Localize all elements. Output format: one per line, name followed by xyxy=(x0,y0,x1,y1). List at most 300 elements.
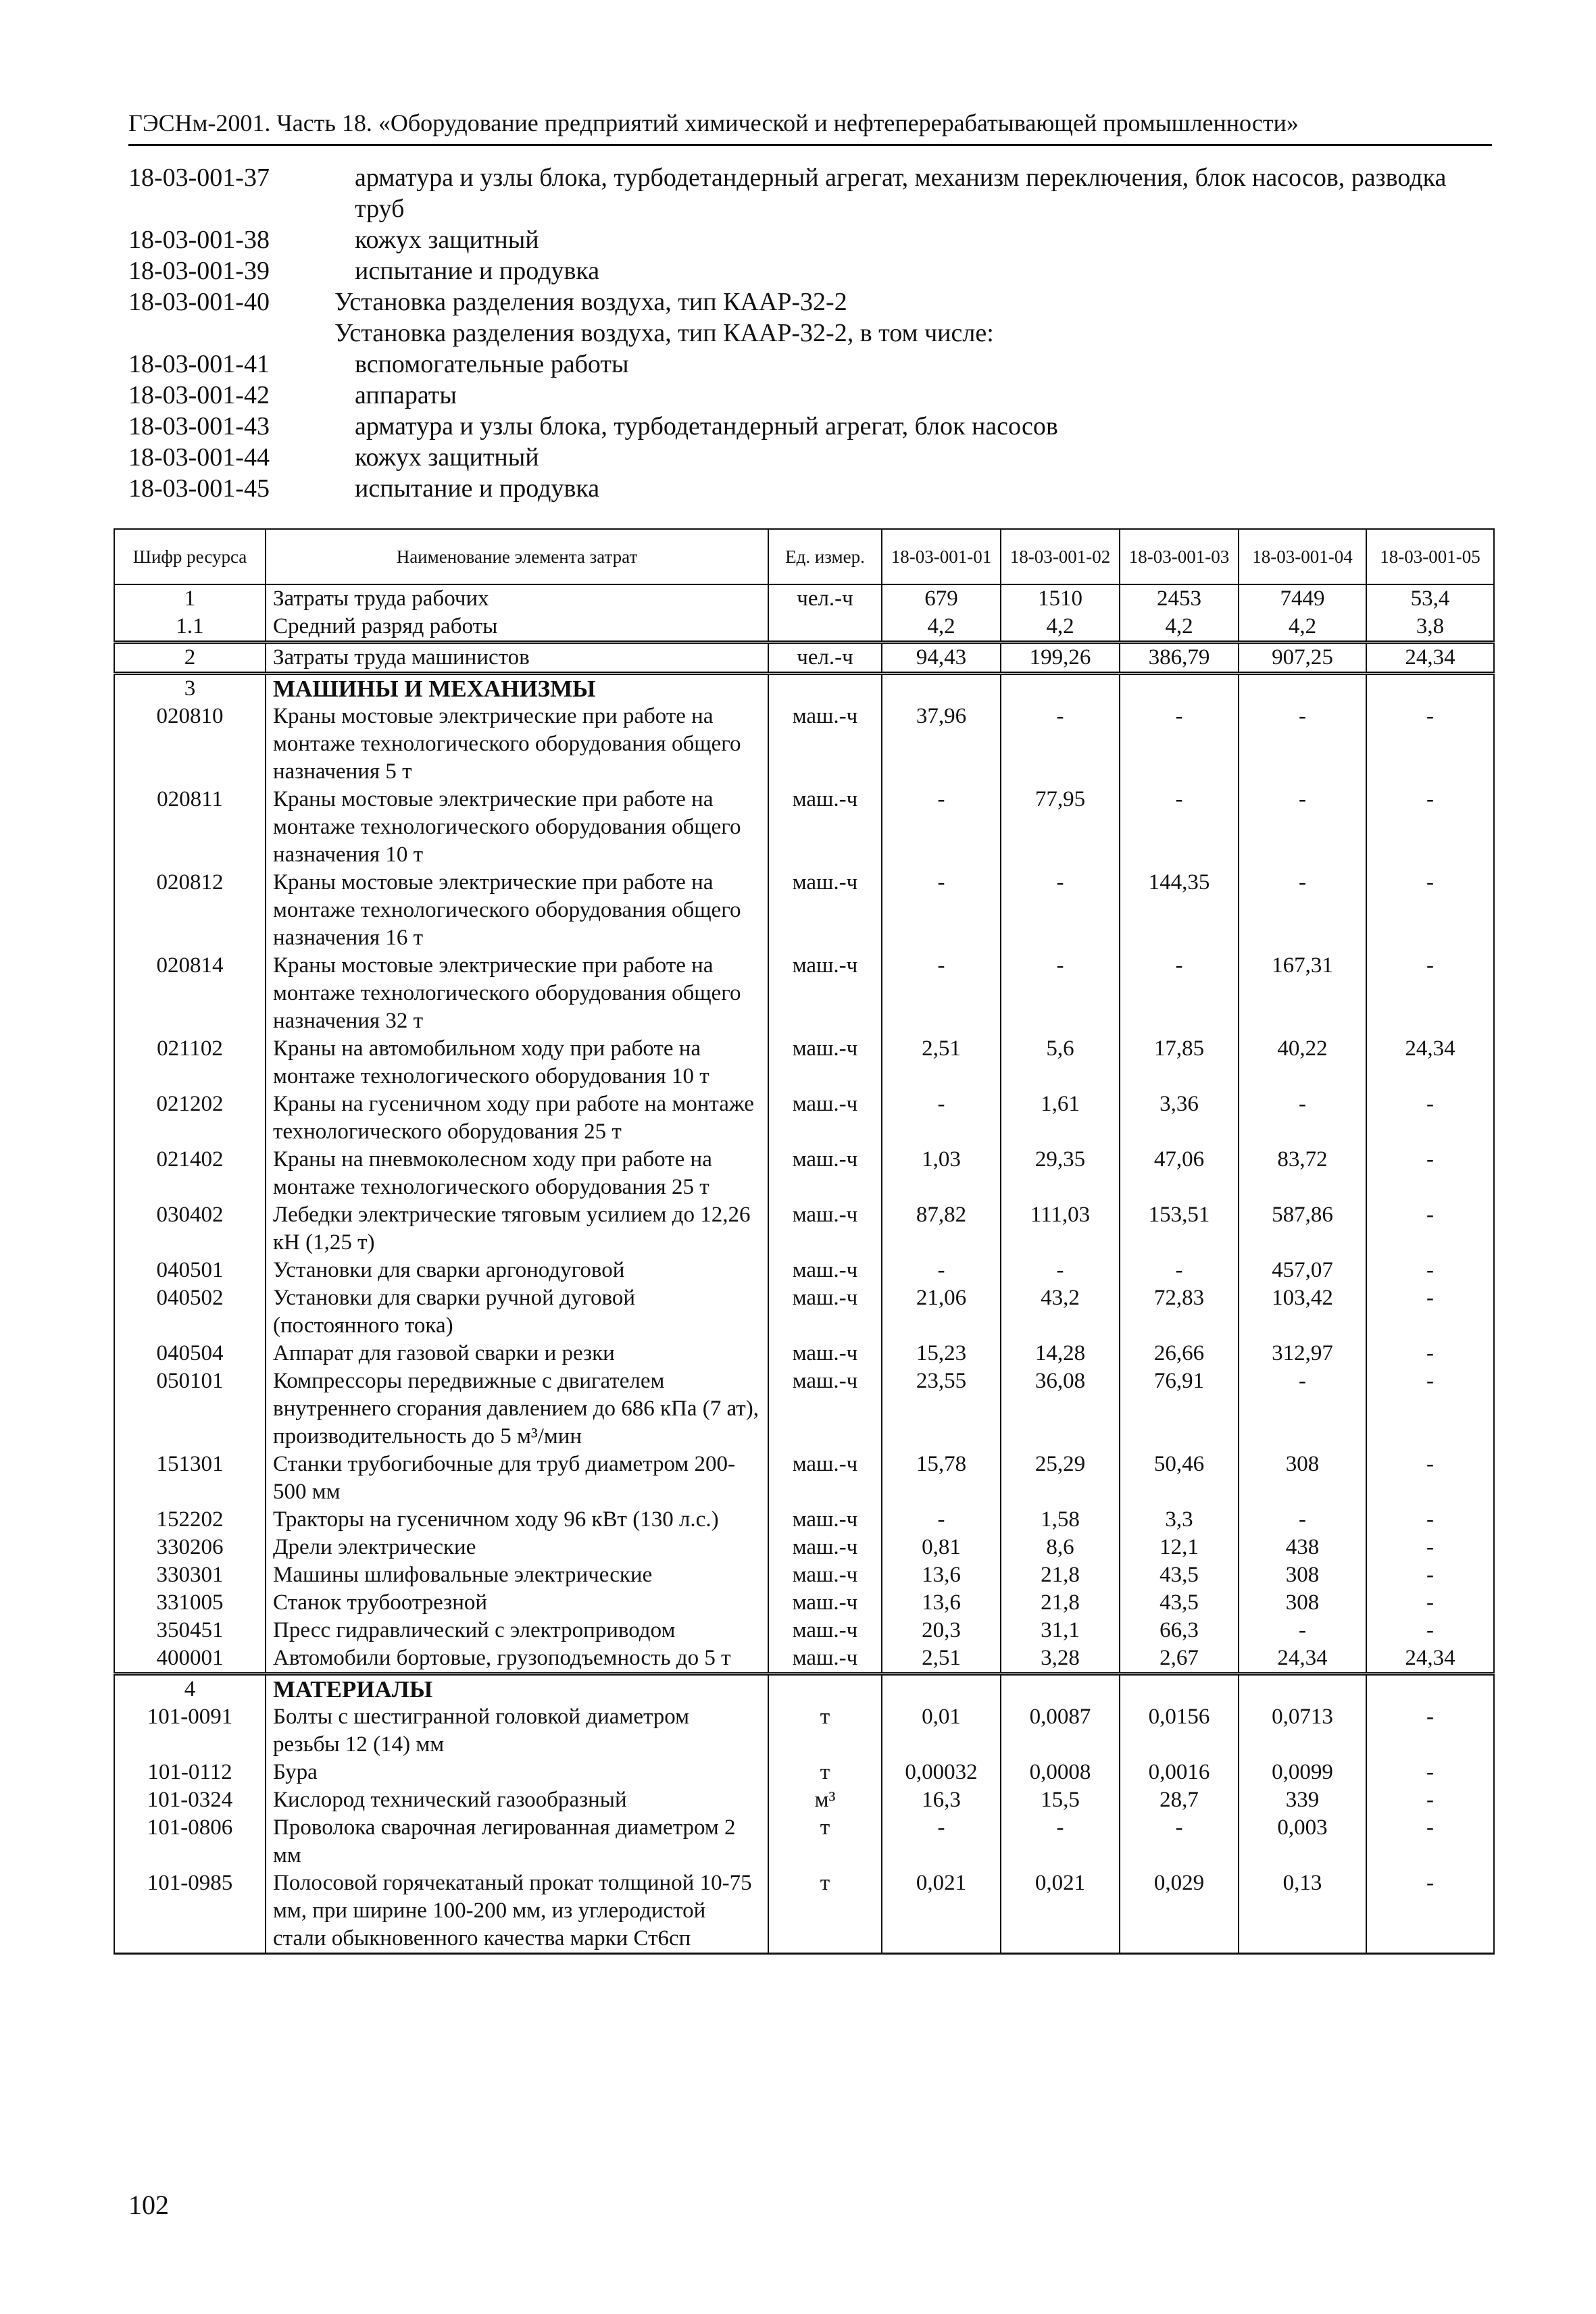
cell-value: - xyxy=(1120,1814,1239,1869)
cell-name: Средний разряд работы xyxy=(266,613,768,643)
col-header-v1: 18-03-001-01 xyxy=(882,529,1001,584)
cell-value: 0,0008 xyxy=(1001,1759,1120,1786)
cell-code: 020814 xyxy=(114,952,266,1035)
cell-value: 8,6 xyxy=(1001,1534,1120,1561)
cell-value: 111,03 xyxy=(1001,1201,1120,1257)
cell-value: - xyxy=(1239,1617,1366,1644)
code-list-text: арматура и узлы блока, турбодетандерный агрегат, блок насосов xyxy=(355,412,1058,441)
table-row xyxy=(114,613,1494,643)
cell-value: - xyxy=(1120,703,1239,786)
cell-value: 679 xyxy=(882,584,1001,613)
table-body xyxy=(114,584,1494,1954)
code-list-item xyxy=(128,380,1493,411)
table-row xyxy=(114,1451,1494,1506)
cell-unit xyxy=(768,1674,882,1704)
cell-name: Компрессоры передвижные с двигателем внутреннего сгорания давлением до 686 кПа (7 ат), производительность до 5 м³/мин xyxy=(266,1367,768,1451)
cell-value xyxy=(1120,1674,1239,1704)
cell-value: 23,55 xyxy=(882,1367,1001,1451)
cell-code: 1.1 xyxy=(114,613,266,643)
cell-value: 0,021 xyxy=(882,1869,1001,1954)
cell-code: 020811 xyxy=(114,786,266,869)
cell-value: 77,95 xyxy=(1001,786,1120,869)
cell-code: 101-0806 xyxy=(114,1814,266,1869)
cell-value xyxy=(882,674,1001,703)
table-row xyxy=(114,674,1494,703)
cell-value: - xyxy=(882,952,1001,1035)
code-list-code: 18-03-001-39 xyxy=(128,257,270,285)
cell-code: 021202 xyxy=(114,1090,266,1146)
cell-value: 144,35 xyxy=(1120,869,1239,952)
cell-value: - xyxy=(1366,1786,1494,1814)
cell-value: 21,8 xyxy=(1001,1589,1120,1617)
cell-value: - xyxy=(1120,1257,1239,1284)
cell-unit: маш.-ч xyxy=(768,869,882,952)
code-list-item xyxy=(128,318,1493,349)
cell-value: - xyxy=(1366,1534,1494,1561)
cell-unit: маш.-ч xyxy=(768,1451,882,1506)
cell-value: 1,03 xyxy=(882,1146,1001,1201)
cell-name: Болты с шестигранной головкой диаметром резьбы 12 (14) мм xyxy=(266,1703,768,1759)
code-list-code: 18-03-001-37 xyxy=(128,164,270,192)
cell-name: Дрели электрические xyxy=(266,1534,768,1561)
table-row xyxy=(114,786,1494,869)
col-header-unit: Ед. измер. xyxy=(768,529,882,584)
table-row xyxy=(114,1035,1494,1090)
cell-value: - xyxy=(1366,1146,1494,1201)
cell-value: 87,82 xyxy=(882,1201,1001,1257)
table-row xyxy=(114,1617,1494,1644)
code-list-item xyxy=(128,286,1493,318)
cell-value: 37,96 xyxy=(882,703,1001,786)
cell-value: 4,2 xyxy=(1120,613,1239,643)
cell-value: 76,91 xyxy=(1120,1367,1239,1451)
cell-name: Аппарат для газовой сварки и резки xyxy=(266,1340,768,1367)
cell-value: - xyxy=(1239,869,1366,952)
cell-value: - xyxy=(882,1090,1001,1146)
code-list-item xyxy=(128,255,1493,286)
cell-code: 040504 xyxy=(114,1340,266,1367)
cell-value: 13,6 xyxy=(882,1589,1001,1617)
cell-value: 15,23 xyxy=(882,1340,1001,1367)
cell-value: - xyxy=(1366,1201,1494,1257)
cell-value: 4,2 xyxy=(1001,613,1120,643)
code-list-item xyxy=(128,411,1493,442)
cell-value: 15,5 xyxy=(1001,1786,1120,1814)
cell-unit: маш.-ч xyxy=(768,786,882,869)
cell-code: 021402 xyxy=(114,1146,266,1201)
cell-value: 2453 xyxy=(1120,584,1239,613)
table-row xyxy=(114,1786,1494,1814)
cell-value: 94,43 xyxy=(882,643,1001,674)
table-row xyxy=(114,1759,1494,1786)
cell-unit: маш.-ч xyxy=(768,1201,882,1257)
cell-value: 13,6 xyxy=(882,1561,1001,1589)
cell-value: 21,8 xyxy=(1001,1561,1120,1589)
cell-code: 3 xyxy=(114,674,266,703)
table-row xyxy=(114,643,1494,674)
cell-value: 47,06 xyxy=(1120,1146,1239,1201)
cell-value: 167,31 xyxy=(1239,952,1366,1035)
cell-unit: маш.-ч xyxy=(768,1534,882,1561)
cell-value: 0,01 xyxy=(882,1703,1001,1759)
code-list-text: аппараты xyxy=(355,381,457,409)
cell-value: 25,29 xyxy=(1001,1451,1120,1506)
cell-value: - xyxy=(882,869,1001,952)
cell-value: - xyxy=(882,1506,1001,1534)
table-row xyxy=(114,1869,1494,1954)
cell-code: 331005 xyxy=(114,1589,266,1617)
cell-value: 0,0087 xyxy=(1001,1703,1120,1759)
cell-value: 17,85 xyxy=(1120,1035,1239,1090)
table-row xyxy=(114,1534,1494,1561)
cell-code: 151301 xyxy=(114,1451,266,1506)
cell-code: 021102 xyxy=(114,1035,266,1090)
cell-value: 24,34 xyxy=(1366,1035,1494,1090)
cell-code: 400001 xyxy=(114,1644,266,1674)
cell-value: - xyxy=(1366,952,1494,1035)
cell-value xyxy=(1366,674,1494,703)
code-list xyxy=(128,162,1493,504)
cell-value: 199,26 xyxy=(1001,643,1120,674)
table-row xyxy=(114,1644,1494,1674)
cell-value: 0,0713 xyxy=(1239,1703,1366,1759)
cell-name: Бура xyxy=(266,1759,768,1786)
cell-unit: маш.-ч xyxy=(768,1367,882,1451)
cell-name: Краны на гусеничном ходу при работе на монтаже технологического оборудования 25 т xyxy=(266,1090,768,1146)
cell-value: 0,13 xyxy=(1239,1869,1366,1954)
cell-unit: маш.-ч xyxy=(768,1146,882,1201)
cell-unit: маш.-ч xyxy=(768,1257,882,1284)
table-row xyxy=(114,1284,1494,1340)
cell-value: 72,83 xyxy=(1120,1284,1239,1340)
cell-value: 29,35 xyxy=(1001,1146,1120,1201)
cell-value: - xyxy=(1001,703,1120,786)
code-list-code: 18-03-001-43 xyxy=(128,412,270,441)
cell-value: - xyxy=(1366,1340,1494,1367)
cell-value: 43,5 xyxy=(1120,1561,1239,1589)
col-header-v5: 18-03-001-05 xyxy=(1366,529,1494,584)
cell-value: 103,42 xyxy=(1239,1284,1366,1340)
table-header-row xyxy=(114,529,1494,584)
cell-value: 386,79 xyxy=(1120,643,1239,674)
cell-value: 24,34 xyxy=(1239,1644,1366,1674)
cell-unit xyxy=(768,674,882,703)
resource-table xyxy=(114,528,1495,1955)
cell-name: Машины шлифовальные электрические xyxy=(266,1561,768,1589)
cell-value: 4,2 xyxy=(1239,613,1366,643)
code-list-item xyxy=(128,349,1493,380)
cell-name: Установки для сварки аргонодуговой xyxy=(266,1257,768,1284)
cell-value: - xyxy=(1366,703,1494,786)
cell-value: 31,1 xyxy=(1001,1617,1120,1644)
cell-value: 24,34 xyxy=(1366,1644,1494,1674)
cell-value: - xyxy=(1239,703,1366,786)
table-row xyxy=(114,1506,1494,1534)
cell-value: 36,08 xyxy=(1001,1367,1120,1451)
cell-value: 40,22 xyxy=(1239,1035,1366,1090)
cell-value: 2,51 xyxy=(882,1644,1001,1674)
cell-value: 12,1 xyxy=(1120,1534,1239,1561)
cell-name: Краны мостовые электрические при работе на монтаже технологического оборудования общего назначения 5 т xyxy=(266,703,768,786)
code-list-text: вспомогательные работы xyxy=(355,350,629,378)
cell-unit: маш.-ч xyxy=(768,1561,882,1589)
cell-name: МАТЕРИАЛЫ xyxy=(266,1674,768,1704)
cell-value xyxy=(1120,674,1239,703)
cell-value: 0,029 xyxy=(1120,1869,1239,1954)
cell-unit: маш.-ч xyxy=(768,703,882,786)
cell-value: - xyxy=(1366,1589,1494,1617)
cell-code: 330206 xyxy=(114,1534,266,1561)
cell-value: - xyxy=(1366,1869,1494,1954)
col-header-code: Шифр ресурса xyxy=(114,529,266,584)
code-list-text: Установка разделения воздуха, тип КААР-32-2, в том числе: xyxy=(334,319,994,347)
table-row xyxy=(114,1814,1494,1869)
cell-value: 5,6 xyxy=(1001,1035,1120,1090)
cell-name: Тракторы на гусеничном ходу 96 кВт (130 л.с.) xyxy=(266,1506,768,1534)
cell-code: 040501 xyxy=(114,1257,266,1284)
table-row xyxy=(114,1674,1494,1704)
table-row xyxy=(114,1367,1494,1451)
cell-name: Краны мостовые электрические при работе на монтаже технологического оборудования общего назначения 10 т xyxy=(266,786,768,869)
cell-value: 1510 xyxy=(1001,584,1120,613)
cell-code: 2 xyxy=(114,643,266,674)
cell-unit: т xyxy=(768,1869,882,1954)
cell-value: 1,61 xyxy=(1001,1090,1120,1146)
cell-name: Краны мостовые электрические при работе на монтаже технологического оборудования общего назначения 16 т xyxy=(266,869,768,952)
header-rule xyxy=(128,144,1492,146)
cell-value: 16,3 xyxy=(882,1786,1001,1814)
cell-value: 0,00032 xyxy=(882,1759,1001,1786)
cell-name: Полосовой горячекатаный прокат толщиной 10-75 мм, при ширине 100-200 мм, из углеродистой стали обыкновенного качества марки Ст6сп xyxy=(266,1869,768,1954)
cell-value: - xyxy=(882,786,1001,869)
cell-value: 4,2 xyxy=(882,613,1001,643)
cell-code: 330301 xyxy=(114,1561,266,1589)
cell-value: 308 xyxy=(1239,1561,1366,1589)
cell-value: - xyxy=(1120,952,1239,1035)
cell-value: 24,34 xyxy=(1366,643,1494,674)
cell-value: 0,0099 xyxy=(1239,1759,1366,1786)
cell-name: Лебедки электрические тяговым усилием до 12,26 кН (1,25 т) xyxy=(266,1201,768,1257)
cell-value: 0,003 xyxy=(1239,1814,1366,1869)
cell-value: - xyxy=(1366,1506,1494,1534)
cell-value: 14,28 xyxy=(1001,1340,1120,1367)
cell-code: 030402 xyxy=(114,1201,266,1257)
cell-code: 1 xyxy=(114,584,266,613)
cell-value: 26,66 xyxy=(1120,1340,1239,1367)
col-header-name: Наименование элемента затрат xyxy=(266,529,768,584)
table-row xyxy=(114,703,1494,786)
code-list-code: 18-03-001-45 xyxy=(128,474,270,503)
cell-value: 2,67 xyxy=(1120,1644,1239,1674)
cell-code: 050101 xyxy=(114,1367,266,1451)
cell-value: - xyxy=(1239,1506,1366,1534)
cell-value: 21,06 xyxy=(882,1284,1001,1340)
cell-value: 20,3 xyxy=(882,1617,1001,1644)
cell-unit: т xyxy=(768,1814,882,1869)
table-row xyxy=(114,1703,1494,1759)
cell-value: 0,81 xyxy=(882,1534,1001,1561)
code-list-text: Установка разделения воздуха, тип КААР-32-2 xyxy=(334,288,847,316)
cell-value: - xyxy=(1366,1561,1494,1589)
cell-unit: маш.-ч xyxy=(768,952,882,1035)
cell-value: 308 xyxy=(1239,1451,1366,1506)
cell-value: 3,28 xyxy=(1001,1644,1120,1674)
cell-value: 53,4 xyxy=(1366,584,1494,613)
cell-value: - xyxy=(1239,1367,1366,1451)
cell-unit: маш.-ч xyxy=(768,1090,882,1146)
cell-code: 152202 xyxy=(114,1506,266,1534)
cell-unit: маш.-ч xyxy=(768,1340,882,1367)
code-list-code: 18-03-001-42 xyxy=(128,381,270,409)
code-list-text: испытание и продувка xyxy=(355,474,600,503)
cell-unit: маш.-ч xyxy=(768,1284,882,1340)
col-header-v4: 18-03-001-04 xyxy=(1239,529,1366,584)
cell-code: 101-0091 xyxy=(114,1703,266,1759)
code-list-text: арматура и узлы блока, турбодетандерный агрегат, механизм переключения, блок насосов, разводка труб xyxy=(355,164,1447,223)
table-row xyxy=(114,1340,1494,1367)
cell-value: - xyxy=(1366,1703,1494,1759)
cell-name: Краны на автомобильном ходу при работе на монтаже технологического оборудования 10 т xyxy=(266,1035,768,1090)
cell-value xyxy=(1239,674,1366,703)
cell-name: Автомобили бортовые, грузоподъемность до 5 т xyxy=(266,1644,768,1674)
code-list-code: 18-03-001-38 xyxy=(128,226,270,254)
table-row xyxy=(114,1561,1494,1589)
code-list-text: кожух защитный xyxy=(355,226,539,254)
cell-unit: маш.-ч xyxy=(768,1035,882,1090)
code-list-item xyxy=(128,162,1493,224)
code-list-code: 18-03-001-44 xyxy=(128,443,270,472)
cell-unit xyxy=(768,613,882,643)
cell-value: 339 xyxy=(1239,1786,1366,1814)
cell-value: - xyxy=(1239,1090,1366,1146)
cell-unit: маш.-ч xyxy=(768,1589,882,1617)
cell-name: Установки для сварки ручной дуговой (постоянного тока) xyxy=(266,1284,768,1340)
cell-value: 83,72 xyxy=(1239,1146,1366,1201)
cell-value: 438 xyxy=(1239,1534,1366,1561)
cell-value: 50,46 xyxy=(1120,1451,1239,1506)
cell-name: Станки трубогибочные для труб диаметром 200-500 мм xyxy=(266,1451,768,1506)
cell-unit: чел.-ч xyxy=(768,643,882,674)
cell-value xyxy=(882,1674,1001,1704)
cell-name: Краны на пневмоколесном ходу при работе на монтаже технологического оборудования 25 т xyxy=(266,1146,768,1201)
cell-value xyxy=(1001,674,1120,703)
cell-code: 101-0324 xyxy=(114,1786,266,1814)
cell-name: Краны мостовые электрические при работе на монтаже технологического оборудования общего назначения 32 т xyxy=(266,952,768,1035)
table-row xyxy=(114,1201,1494,1257)
page-number: 102 xyxy=(128,2190,169,2220)
table-row xyxy=(114,952,1494,1035)
table-row xyxy=(114,1090,1494,1146)
table-row xyxy=(114,584,1494,613)
code-list-text: испытание и продувка xyxy=(355,257,600,285)
cell-value: 43,2 xyxy=(1001,1284,1120,1340)
cell-value: - xyxy=(1366,1759,1494,1786)
cell-value: - xyxy=(1001,1814,1120,1869)
cell-value: 3,8 xyxy=(1366,613,1494,643)
cell-unit: м³ xyxy=(768,1786,882,1814)
cell-value: 43,5 xyxy=(1120,1589,1239,1617)
cell-value: - xyxy=(1001,1257,1120,1284)
cell-value: 312,97 xyxy=(1239,1340,1366,1367)
cell-code: 020812 xyxy=(114,869,266,952)
code-list-code: 18-03-001-40 xyxy=(128,288,270,316)
cell-value xyxy=(1001,1674,1120,1704)
code-list-code: 18-03-001-41 xyxy=(128,350,270,378)
cell-value: 153,51 xyxy=(1120,1201,1239,1257)
cell-value: - xyxy=(1366,1451,1494,1506)
cell-value: - xyxy=(882,1257,1001,1284)
cell-name: Кислород технический газообразный xyxy=(266,1786,768,1814)
cell-value: 7449 xyxy=(1239,584,1366,613)
cell-unit: маш.-ч xyxy=(768,1506,882,1534)
cell-name: Станок трубоотрезной xyxy=(266,1589,768,1617)
cell-value: 3,3 xyxy=(1120,1506,1239,1534)
col-header-v3: 18-03-001-03 xyxy=(1120,529,1239,584)
cell-value: 0,0016 xyxy=(1120,1759,1239,1786)
cell-value: - xyxy=(1366,869,1494,952)
table-row xyxy=(114,1589,1494,1617)
cell-value: - xyxy=(882,1814,1001,1869)
cell-value: - xyxy=(1001,869,1120,952)
cell-value xyxy=(1239,1674,1366,1704)
cell-unit: маш.-ч xyxy=(768,1617,882,1644)
code-list-code xyxy=(128,318,334,349)
cell-name: МАШИНЫ И МЕХАНИЗМЫ xyxy=(266,674,768,703)
cell-value: - xyxy=(1366,1284,1494,1340)
cell-value: - xyxy=(1120,786,1239,869)
code-list-item xyxy=(128,442,1493,473)
cell-value: 2,51 xyxy=(882,1035,1001,1090)
cell-code: 020810 xyxy=(114,703,266,786)
cell-value: - xyxy=(1239,786,1366,869)
cell-code: 4 xyxy=(114,1674,266,1704)
table-row xyxy=(114,1146,1494,1201)
cell-value: - xyxy=(1366,1367,1494,1451)
table-row xyxy=(114,869,1494,952)
cell-value: - xyxy=(1366,1617,1494,1644)
cell-value: 308 xyxy=(1239,1589,1366,1617)
cell-unit: т xyxy=(768,1759,882,1786)
page-header: ГЭСНм-2001. Часть 18. «Оборудование предприятий химической и нефтеперерабатывающей промышленности» xyxy=(128,109,1299,136)
cell-code: 350451 xyxy=(114,1617,266,1644)
code-list-text: кожух защитный xyxy=(355,443,539,472)
cell-value: 3,36 xyxy=(1120,1090,1239,1146)
cell-unit: маш.-ч xyxy=(768,1644,882,1674)
cell-value: 0,021 xyxy=(1001,1869,1120,1954)
cell-name: Пресс гидравлический с электроприводом xyxy=(266,1617,768,1644)
cell-name: Затраты труда рабочих xyxy=(266,584,768,613)
cell-value: 28,7 xyxy=(1120,1786,1239,1814)
table-row xyxy=(114,1257,1494,1284)
cell-code: 101-0112 xyxy=(114,1759,266,1786)
cell-value: 15,78 xyxy=(882,1451,1001,1506)
cell-code: 040502 xyxy=(114,1284,266,1340)
cell-unit: чел.-ч xyxy=(768,584,882,613)
cell-value: 0,0156 xyxy=(1120,1703,1239,1759)
cell-code: 101-0985 xyxy=(114,1869,266,1954)
cell-value: 66,3 xyxy=(1120,1617,1239,1644)
code-list-item xyxy=(128,473,1493,504)
cell-value xyxy=(1366,1674,1494,1704)
cell-value: - xyxy=(1366,786,1494,869)
cell-value: 1,58 xyxy=(1001,1506,1120,1534)
col-header-v2: 18-03-001-02 xyxy=(1001,529,1120,584)
cell-name: Затраты труда машинистов xyxy=(266,643,768,674)
cell-value: - xyxy=(1366,1257,1494,1284)
cell-value: - xyxy=(1366,1814,1494,1869)
code-list-item xyxy=(128,224,1493,255)
cell-value: 457,07 xyxy=(1239,1257,1366,1284)
